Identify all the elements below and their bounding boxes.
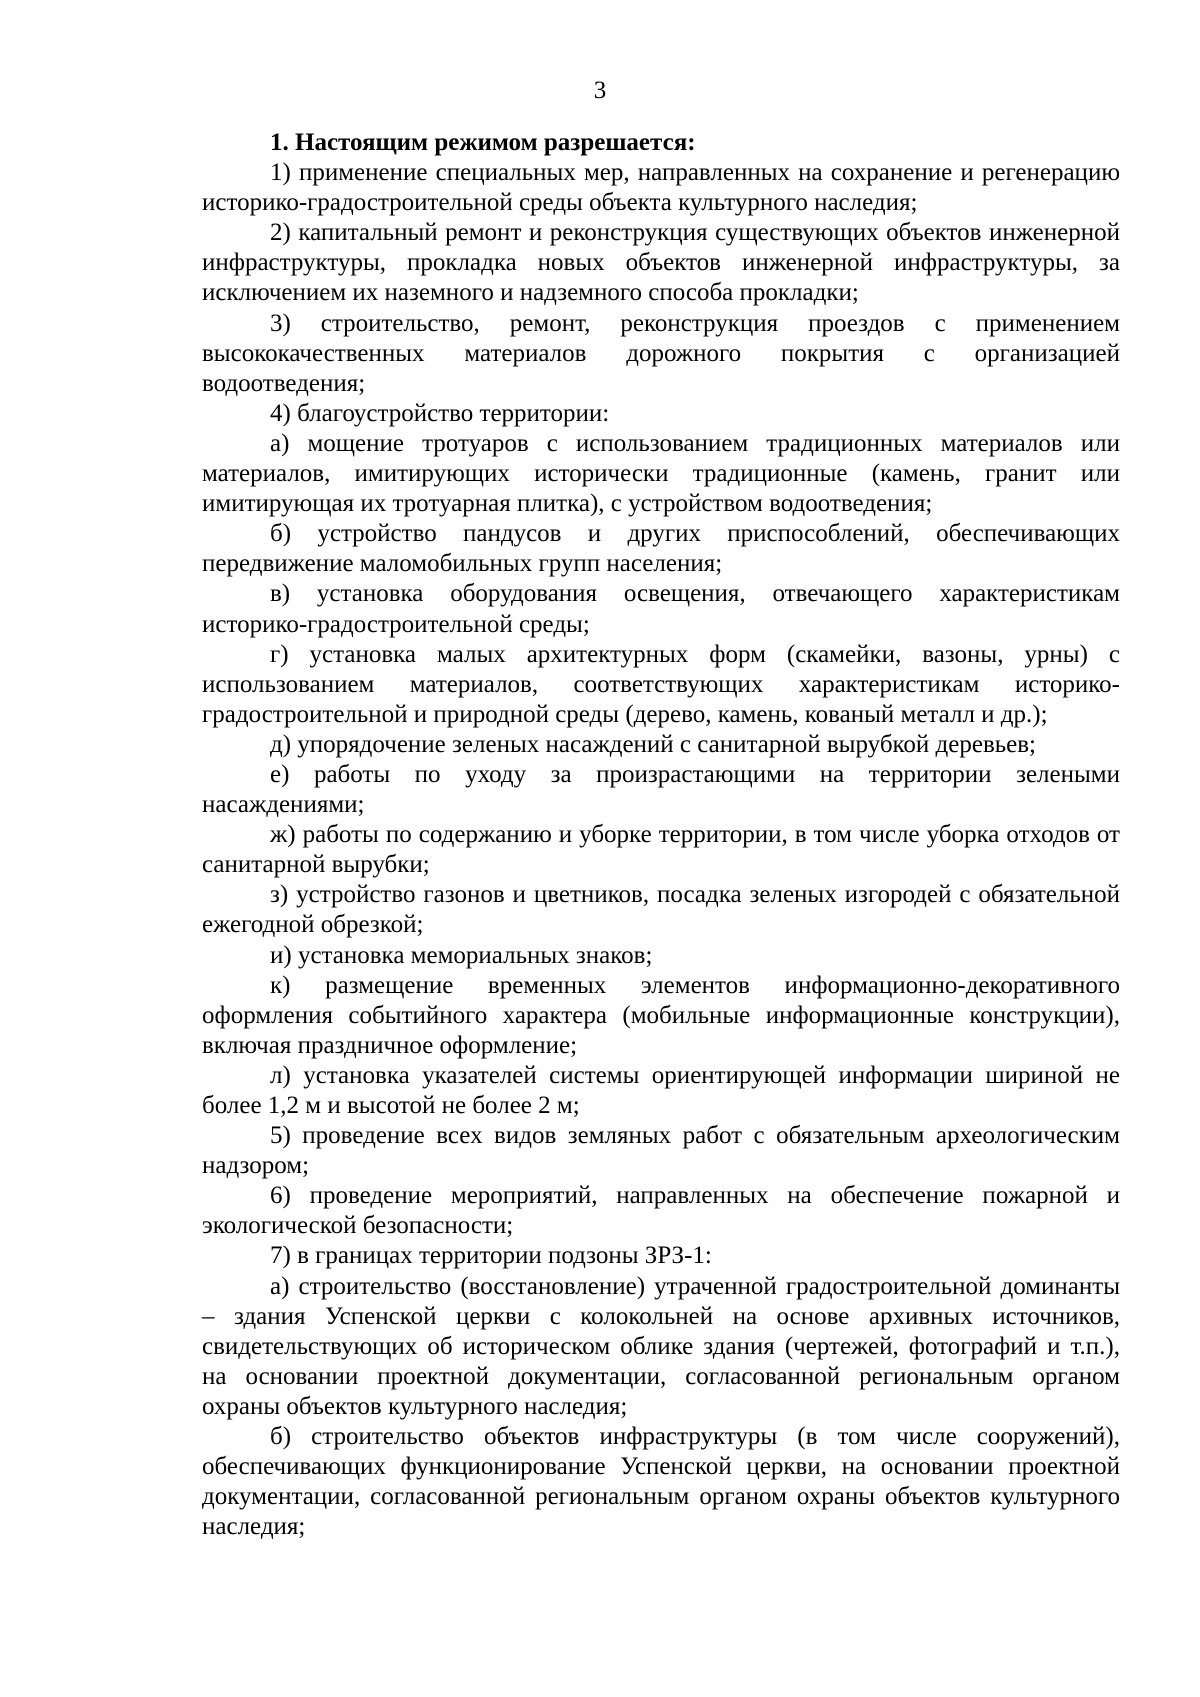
paragraph-subitem-7a: а) строительство (восстановление) утраченной градостроительной доминанты – здания Успенской церкви с колокольней на основе архивных источников, свидетельствующих об историческом облике здания (чертежей, фотографий и т.п.), на основании проектной документации, согласованной региональным органом охраны объектов культурного наследия; [202, 1272, 1120, 1420]
document-body [202, 128, 1120, 1542]
paragraph-subitem-7b: б) строительство объектов инфраструктуры (в том числе сооружений), обеспечивающих функционирование Успенской церкви, на основании проектной документации, согласованной региональным органом охраны объектов культурного наследия; [202, 1423, 1120, 1541]
paragraph-subitem-4g: г) установка малых архитектурных форм (скамейки, вазоны, урны) с использованием материалов, соответствующих характеристикам историко-градостроительной и природной среды (дерево, камень, кованый металл и др.); [202, 640, 1120, 728]
paragraph-subitem-4i: и) установка мемориальных знаков; [270, 941, 653, 969]
paragraph-subitem-4k: к) размещение временных элементов информационно-декоративного оформления событийного характера (мобильные информационные конструкции), включая праздничное оформление; [202, 971, 1120, 1059]
section-heading: 1. Настоящим режимом разрешается: [270, 129, 696, 156]
paragraph-item-2: 2) капитальный ремонт и реконструкция существующих объектов инженерной инфраструктуры, прокладка новых объектов инженерной инфраструктуры, за исключением их наземного и надземного способа прокладки; [202, 219, 1120, 307]
paragraph-subitem-4b: б) устройство пандусов и других приспособлений, обеспечивающих передвижение маломобильных групп населения; [202, 520, 1120, 578]
paragraph-subitem-4a: а) мощение тротуаров с использованием традиционных материалов или материалов, имитирующих исторически традиционные (камень, гранит или имитирующая их тротуарная плитка), с устройством водоотведения; [202, 429, 1120, 518]
paragraph-subitem-4d: д) упорядочение зеленых насаждений с санитарной вырубкой деревьев; [270, 730, 1037, 758]
paragraph-item-6: 6) проведение мероприятий, направленных на обеспечение пожарной и экологической безопасности; [202, 1182, 1120, 1240]
paragraph-subitem-4v: в) установка оборудования освещения, отвечающего характеристикам историко-градостроительной среды; [202, 580, 1120, 638]
paragraph-item-5: 5) проведение всех видов земляных работ с обязательным археологическим надзором; [202, 1122, 1120, 1180]
paragraph-item-7: 7) в границах территории подзоны ЗРЗ-1: [270, 1242, 712, 1270]
paragraph-subitem-4z: з) устройство газонов и цветников, посадка зеленых изгородей с обязательной ежегодной обрезкой; [202, 881, 1120, 939]
paragraph-subitem-4zh: ж) работы по содержанию и уборке территории, в том числе уборка отходов от санитарной вырубки; [202, 821, 1120, 879]
paragraph-item-4: 4) благоустройство территории: [270, 399, 610, 427]
paragraph-item-1: 1) применение специальных мер, направленных на сохранение и регенерацию историко-градостроительной среды объекта культурного наследия; [202, 159, 1120, 217]
page-number: 3 [593, 77, 607, 104]
paragraph-subitem-4l: л) установка указателей системы ориентирующей информации шириной не более 1,2 м и высотой не более 2 м; [202, 1061, 1120, 1119]
paragraph-item-3: 3) строительство, ремонт, реконструкция проездов с применением высококачественных материалов дорожного покрытия с организацией водоотведения; [202, 309, 1120, 397]
paragraph-subitem-4e: е) работы по уходу за произрастающими на территории зелеными насаждениями; [202, 760, 1120, 819]
